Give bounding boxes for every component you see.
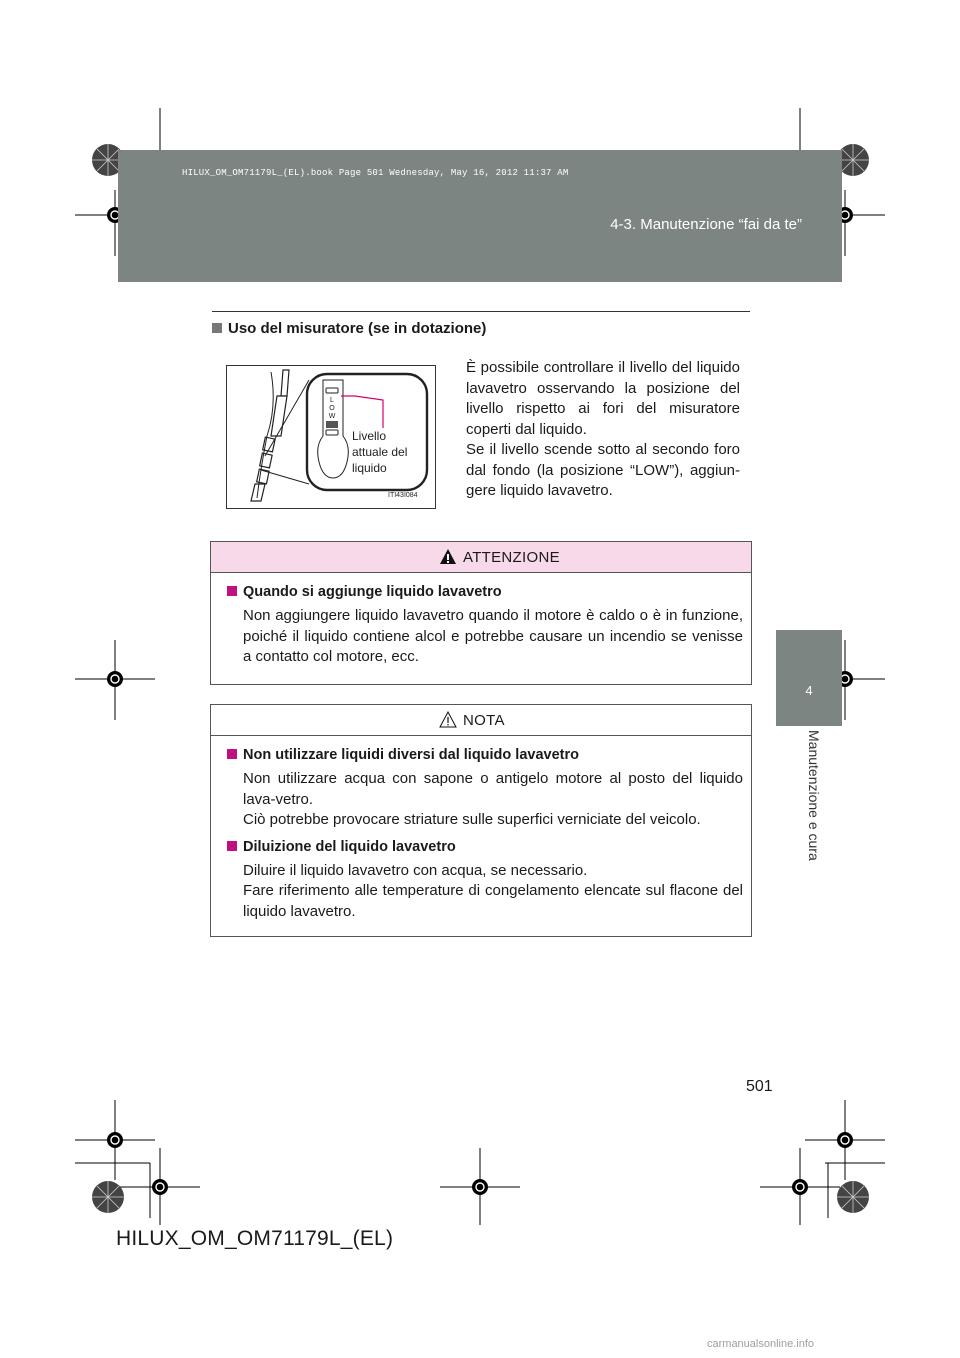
warning-body [227,584,743,674]
square-bullet-icon [227,841,237,851]
gauge-letter-w: W [328,413,336,420]
gauge-letter-l: L [330,397,334,404]
note-text: Fare riferimento alle temperature di congelamento elencate sul flacone del liquido lavavetro. [243,882,743,920]
subsection-body [466,358,740,502]
section-title: 4-3. Manutenzione “fai da te” [610,216,802,233]
callout-line: liquido [352,461,387,475]
warning-box [210,541,752,685]
note-item-title [227,747,743,763]
subsection-title: Uso del misuratore (se in dotazione) [228,320,487,337]
square-bullet-icon [212,323,222,333]
paragraph: È possibile controllare il livello del liquido lavavetro osservando la posizione del livello rispetto ai fori del misuratore coperti dal liquido. [466,359,740,438]
note-body [227,747,743,928]
subsection-heading [212,320,486,337]
gauge-letter-o: O [329,405,335,412]
footer-doc-id: HILUX_OM_OM71179L_(EL) [116,1227,394,1250]
paragraph: Se il livello scende sotto al secondo foro dal fondo (la posizione “LOW”), aggiun-gere liquido lavavetro. [466,441,740,499]
note-box [210,704,752,937]
note-text: Ciò potrebbe provocare striature sulle superfici verniciate del veicolo. [243,811,701,828]
note-item-title [227,839,743,855]
square-bullet-icon [227,749,237,759]
note-text: Non utilizzare acqua con sapone o antigelo motore al posto del liquido lava-vetro. [243,770,743,808]
page-number: 501 [746,1078,773,1095]
note-item-title-text: Non utilizzare liquidi diversi dal liquido lavavetro [243,747,579,763]
warning-title: ATTENZIONE [463,549,560,566]
top-rule [212,311,750,312]
chapter-label: Manutenzione e cura [806,730,822,861]
note-title: NOTA [463,712,505,729]
callout-line: Livello [352,429,387,443]
note-text: Diluire il liquido lavavetro con acqua, se necessario. [243,861,588,879]
warning-item-title [227,584,743,600]
note-item-title-text: Diluizione del liquido lavavetro [243,838,456,855]
caution-triangle-icon [439,711,457,728]
square-bullet-icon [227,586,237,596]
warning-item-title-text: Quando si aggiunge liquido lavavetro [243,584,502,600]
figure-callout [352,428,432,476]
warning-header [211,542,751,573]
chapter-number: 4 [805,683,813,698]
figure-code: ITI43I084 [388,492,418,499]
warning-item-text [243,606,743,668]
callout-line: attuale del [352,445,408,459]
warning-triangle-icon [439,548,457,565]
warning-text: Non aggiungere liquido lavavetro quando il motore è caldo o è in funzione, poiché il liquido contiene alcol e potrebbe causare un incendio se venisse a contatto col motore, ecc. [243,607,743,665]
note-item-text [243,769,743,831]
note-header [211,705,751,736]
file-stamp: HILUX_OM_OM71179L_(EL).book Page 501 Wednesday, May 16, 2012 11:37 AM [182,168,569,178]
watermark: carmanualsonline.info [707,1338,815,1350]
chapter-tab [776,630,842,726]
note-item-text [243,861,743,923]
